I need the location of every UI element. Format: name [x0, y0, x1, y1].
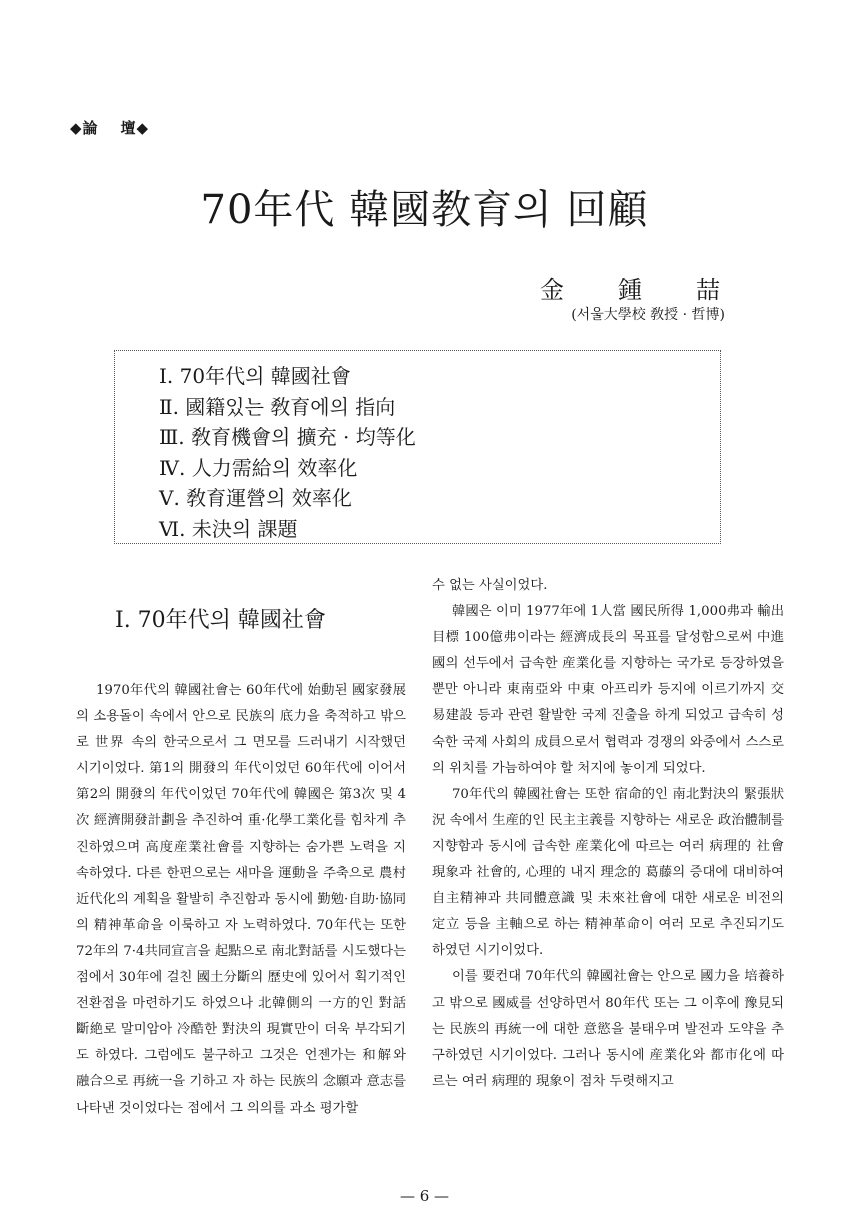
author-affiliation: (서울大學校 敎授 · 哲博)	[571, 307, 725, 323]
section-label	[70, 117, 149, 138]
author-name-char: 金	[540, 276, 564, 304]
section-label-suffix: 壇◆	[120, 119, 150, 137]
toc-item: Ⅰ. 70年代의 韓國社會	[159, 364, 351, 388]
body-paragraph: 70年代의 韓國社會는 또한 宿命的인 南北對決의 緊張狀況 속에서 生産的인 民主主義를 지향하는 새로운 政治體制를 지향함과 동시에 급속한 産業化에 따르는 여러 病理的 社會現象과 社會的, 心理的 내지 理念的 葛藤의 증대에 대비하여 自主精神과 共同體意識 및 未來社會에 대한 새로운 비전의 定立 등을 主軸으로 하는 精神革命이 여러 모로 추진되기도 하였던 시기이었다.	[432, 786, 784, 959]
toc-item: Ⅲ. 敎育機會의 擴充 · 均等化	[159, 425, 416, 449]
section-heading: Ⅰ. 70年代의 韓國社會	[115, 608, 326, 633]
table-of-contents	[114, 350, 721, 544]
body-paragraph: 수 없는 사실이었다.	[432, 578, 548, 593]
author-name-char: 喆	[696, 276, 720, 304]
body-paragraph: 1970年代의 韓國社會는 60年代에 始動된 國家發展의 소용돌이 속에서 안으로 民族의 底力을 축적하고 밖으로 世界 속의 한국으로서 그 면모를 드러내기 시작했던 시기이었다. 第1의 開發의 年代이었던 60年代에 이어서 第2의 開發의 年代이었던 70年代에 韓國은 第3次 및 4次 經濟開發計劃을 추진하여 重·化學工業化를 힘차게 추진하였으며 高度産業社會를 지향하는 숨가쁜 노력을 지속하였다. 다른 한편으로는 새마을 運動을 주축으로 農村 近代化의 계획을 활발히 추진함과 동시에 勤勉·自助·協同의 精神革命을 이룩하고 자 노력하였다. 70年代는 또한 72年의 7·4共同宣言을 起點으로 南北對話를 시도했다는 점에서 30年에 걸친 國土分斷의 歷史에 있어서 획기적인 전환점을 마련하기도 하였으나 北韓側의 一方的인 對話斷絶로 말미암아 冷酷한 對決의 現實만이 더욱 부각되기도 하였다. 그럼에도 불구하고 그것은 언젠가는 和解와 融合으로 再統一을 기하고 자 하는 民族의 念願과 意志를 나타낸 것이었다는 점에서 그 의의를 과소 평가할	[76, 683, 406, 1116]
page-number: — 6 —	[399, 1187, 450, 1205]
toc-item: Ⅳ. 人力需給의 效率化	[159, 455, 358, 480]
author-name-char: 鍾	[618, 276, 642, 304]
section-label-prefix: ◆論	[70, 119, 99, 137]
toc-item: Ⅵ. 未決의 課題	[159, 516, 298, 541]
right-column	[432, 573, 784, 1095]
body-paragraph: 韓國은 이미 1977年에 1人當 國民所得 1,000弗과 輸出目標 100億弗이라는 經濟成長의 목표를 달성함으로써 中進國의 선두에서 급속한 産業化를 지향하는 국가로 등장하였을 뿐만 아니라 東南亞와 中東 아프리카 등지에 이르기까지 交易建設 등과 관련 활발한 국제 진출을 하게 되었고 급속히 성숙한 국제 사회의 成員으로서 협력과 경쟁의 와중에서 스스로의 위치를 가늠하여야 할 처지에 놓이게 되었다.	[432, 604, 784, 776]
body-paragraph: 이를 要컨대 70年代의 韓國社會는 안으로 國力을 培養하고 밖으로 國威를 선양하면서 80年代 또는 그 이후에 豫見되는 民族의 再統一에 대한 意慾을 불태우며 발전과 도약을 추구하였던 시기이었다. 그러나 동시에 産業化와 都市化에 따르는 여러 病理的 現象이 점차 두렷해지고	[432, 969, 784, 1089]
article-title: 70年代 韓國教育의 回顧	[200, 187, 649, 233]
left-column	[76, 678, 406, 1122]
toc-item: Ⅱ. 國籍있는 敎育에의 指向	[159, 394, 396, 419]
author-name	[540, 270, 720, 305]
toc-item: Ⅴ. 敎育運營의 效率化	[159, 486, 352, 510]
